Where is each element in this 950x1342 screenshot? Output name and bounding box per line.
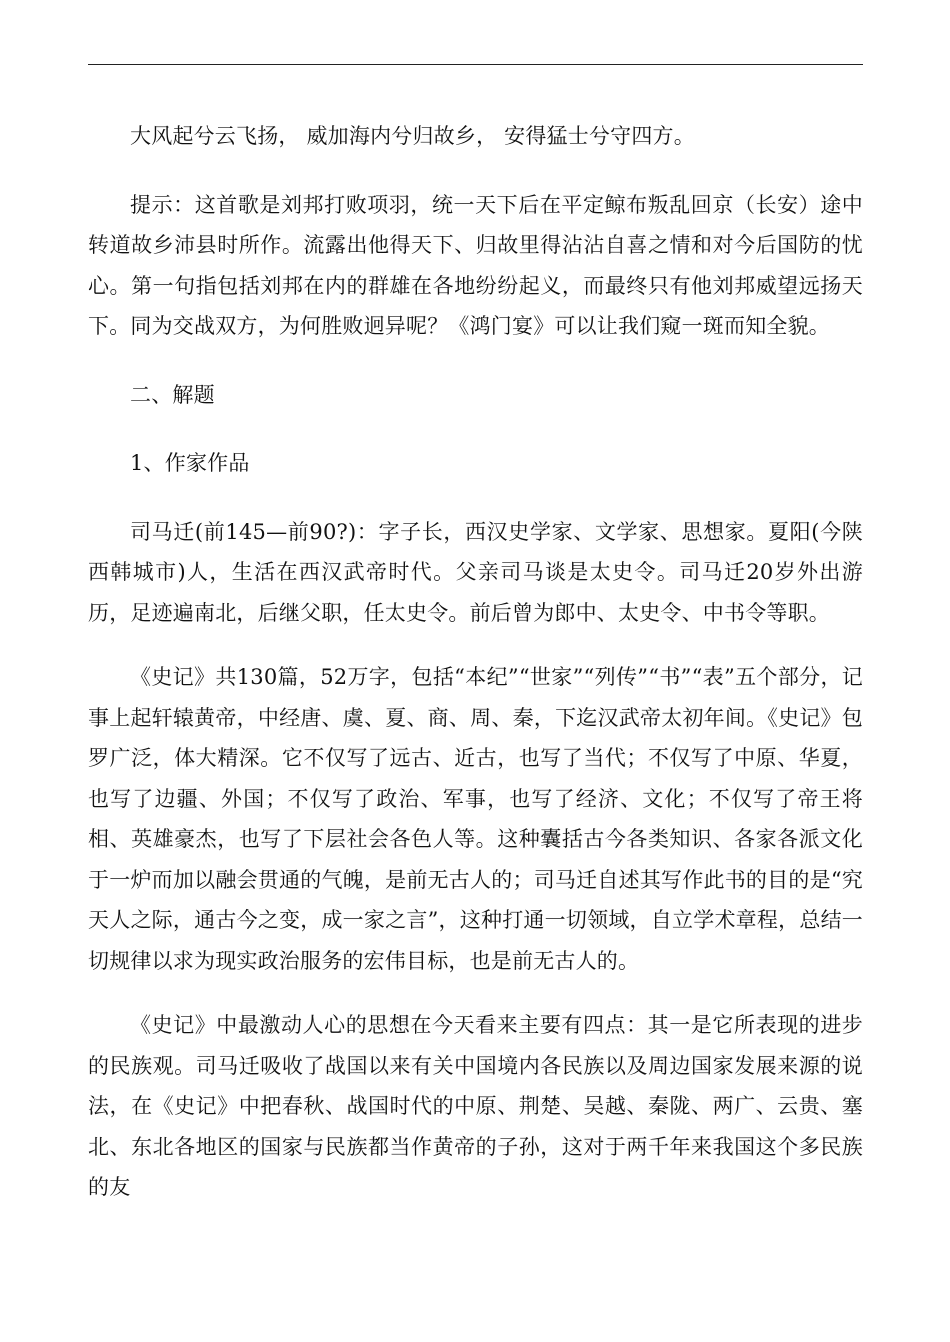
shiji-overview-paragraph: 《史记》共130篇，52万字，包括“本纪”“世家”“列传”“书”“表”五个部分，记事上起轩辕黄帝，中经唐、虞、夏、商、周、秦，下迄汉武帝太初年间。《史记》包罗广泛，体大精深。它不仅写了远古、近古，也写了当代；不仅写了中原、华夏，也写了边疆、外国；不仅写了政治、军事，也写了经济、文化；不仅写了帝王将相、英雄豪杰，也写了下层社会各色人等。这种囊括古今各类知识、各家各派文化于一炉而加以融会贯通的气魄，是前无古人的；司马迁自述其写作此书的目的是“究天人之际，通古今之变，成一家之言”，这种打通一切领域，自立学术章程，总结一切规律以求为现实政治服务的宏伟目标，也是前无古人的。 bbox=[88, 665, 863, 973]
subsection-heading: 1、作家作品 bbox=[130, 451, 250, 475]
hint-paragraph: 提示：这首歌是刘邦打败项羽，统一天下后在平定鲸布叛乱回京（长安）途中转道故乡沛县时所作。流露出他得天下、归故里得沾沾自喜之情和对今后国防的忧心。第一句指包括刘邦在内的群雄在各地纷纷起义，而最终只有他刘邦威望远扬天下。同为交战双方，为何胜败迥异呢？《鸿门宴》可以让我们窥一斑而知全貌。 bbox=[88, 192, 863, 338]
poem-line: 大风起兮云飞扬， 威加海内兮归故乡， 安得猛士兮守四方。 bbox=[130, 124, 695, 148]
author-paragraph: 司马迁(前145—前90?)：字子长，西汉史学家、文学家、思想家。夏阳(今陕西韩城市)人，生活在西汉武帝时代。父亲司马谈是太史令。司马迁20岁外出游历，足迹遍南北，后继父职，任太史令。前后曾为郎中、太史令、中书令等职。 bbox=[88, 519, 863, 625]
section-heading: 二、解题 bbox=[130, 382, 215, 407]
shiji-thought-paragraph: 《史记》中最激动人心的思想在今天看来主要有四点：其一是它所表现的进步的民族观。司马迁吸收了战国以来有关中国境内各民族以及周边国家发展来源的说法，在《史记》中把春秋、战国时代的中原、荆楚、吴越、秦陇、两广、云贵、塞北、东北各地区的国家与民族都当作黄帝的子孙，这对于两千年来我国这个多民族的友 bbox=[88, 1013, 863, 1199]
header-rule bbox=[88, 64, 863, 65]
document-body bbox=[88, 116, 863, 1208]
